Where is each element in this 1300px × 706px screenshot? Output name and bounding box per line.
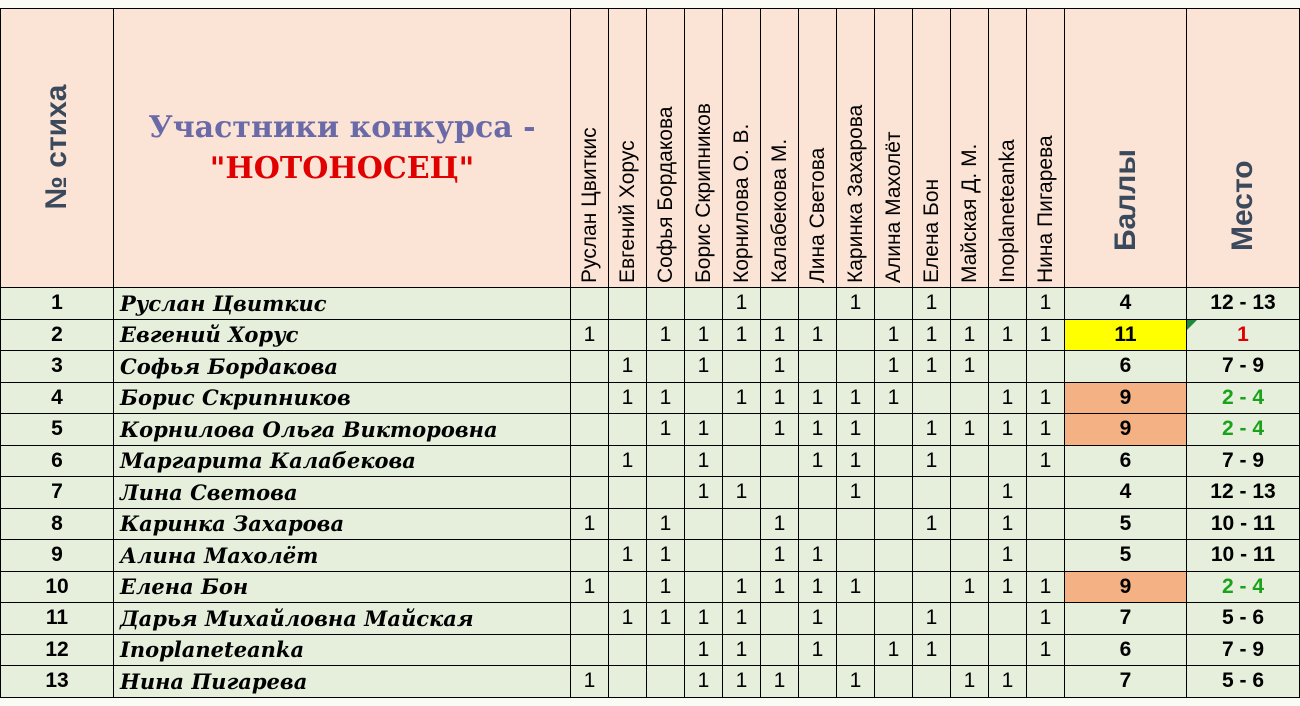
- vote-cell: 1: [761, 351, 799, 383]
- vote-cell: 1: [723, 666, 761, 698]
- vote-cell: [951, 288, 989, 320]
- vote-cell: 1: [799, 382, 837, 414]
- vote-cell: [837, 634, 875, 666]
- vote-cell: [685, 382, 723, 414]
- poem-number: 4: [1, 382, 114, 414]
- vote-cell: 1: [989, 319, 1027, 351]
- vote-cell: 1: [1027, 634, 1065, 666]
- place-value: 1: [1237, 322, 1249, 346]
- table-row: [1, 414, 1300, 446]
- vote-cell: 1: [989, 414, 1027, 446]
- judge-name: Софья Бордакова: [653, 106, 677, 283]
- vote-cell: [571, 382, 609, 414]
- poem-number: 6: [1, 445, 114, 477]
- score-cell: 11: [1065, 319, 1187, 351]
- judge-header: [723, 9, 761, 288]
- participant-name: Алина Махолёт: [114, 540, 571, 572]
- judge-name: Нина Пигарева: [1033, 135, 1057, 283]
- score-cell: 6: [1065, 445, 1187, 477]
- vote-cell: 1: [799, 319, 837, 351]
- place-cell: [1187, 666, 1300, 698]
- vote-cell: 1: [647, 603, 685, 635]
- place-cell: [1187, 319, 1300, 351]
- vote-cell: [951, 445, 989, 477]
- table-row: [1, 508, 1300, 540]
- vote-cell: 1: [875, 319, 913, 351]
- vote-cell: 1: [761, 540, 799, 572]
- score-cell: 6: [1065, 634, 1187, 666]
- vote-cell: [647, 445, 685, 477]
- score-header: [1065, 9, 1187, 288]
- vote-cell: 1: [837, 666, 875, 698]
- title-cell: [114, 9, 571, 288]
- vote-cell: [1027, 477, 1065, 509]
- vote-cell: 1: [913, 445, 951, 477]
- vote-cell: 1: [989, 666, 1027, 698]
- vote-cell: 1: [647, 540, 685, 572]
- place-value: 10 - 11: [1210, 543, 1276, 567]
- vote-cell: [1027, 666, 1065, 698]
- judge-header: [989, 9, 1027, 288]
- vote-cell: [875, 445, 913, 477]
- vote-cell: 1: [723, 319, 761, 351]
- vote-cell: [723, 351, 761, 383]
- table-row: [1, 382, 1300, 414]
- table-row: [1, 571, 1300, 603]
- vote-cell: 1: [609, 603, 647, 635]
- place-value: 7 - 9: [1221, 448, 1265, 472]
- score-cell: 7: [1065, 603, 1187, 635]
- participant-name: Софья Бордакова: [114, 351, 571, 383]
- contest-name: "НОТОНОСЕЦ": [209, 151, 475, 186]
- vote-cell: [571, 634, 609, 666]
- vote-cell: 1: [837, 288, 875, 320]
- table-row: [1, 288, 1300, 320]
- comment-marker-icon: [1187, 320, 1197, 330]
- vote-cell: 1: [1027, 445, 1065, 477]
- vote-cell: 1: [761, 666, 799, 698]
- participant-name: Лина Светова: [114, 477, 571, 509]
- vote-cell: 1: [761, 414, 799, 446]
- vote-cell: [875, 603, 913, 635]
- vote-cell: [989, 634, 1027, 666]
- place-cell: [1187, 288, 1300, 320]
- table-row: [1, 603, 1300, 635]
- vote-cell: 1: [685, 351, 723, 383]
- vote-cell: [875, 571, 913, 603]
- score-cell: 7: [1065, 666, 1187, 698]
- place-value: 10 - 11: [1210, 511, 1276, 535]
- vote-cell: [1027, 508, 1065, 540]
- vote-cell: [875, 288, 913, 320]
- table-row: [1, 319, 1300, 351]
- vote-cell: [951, 634, 989, 666]
- vote-cell: 1: [913, 603, 951, 635]
- vote-cell: 1: [875, 351, 913, 383]
- vote-cell: [951, 603, 989, 635]
- participant-name: Борис Скрипников: [114, 382, 571, 414]
- judge-header: [685, 9, 723, 288]
- vote-cell: [647, 477, 685, 509]
- vote-cell: 1: [875, 634, 913, 666]
- judge-header: [951, 9, 989, 288]
- vote-cell: 1: [1027, 603, 1065, 635]
- vote-cell: [571, 603, 609, 635]
- vote-cell: [875, 414, 913, 446]
- vote-cell: 1: [913, 288, 951, 320]
- judge-header: [1027, 9, 1065, 288]
- judge-header: [799, 9, 837, 288]
- vote-cell: 1: [723, 571, 761, 603]
- vote-cell: 1: [951, 319, 989, 351]
- vote-cell: 1: [837, 571, 875, 603]
- place-value: 2 - 4: [1221, 417, 1265, 441]
- vote-cell: 1: [837, 382, 875, 414]
- vote-cell: [799, 288, 837, 320]
- participant-name: Каринка Захарова: [114, 508, 571, 540]
- vote-cell: 1: [723, 477, 761, 509]
- vote-cell: 1: [989, 477, 1027, 509]
- vote-cell: [609, 414, 647, 446]
- participant-name: Елена Бон: [114, 571, 571, 603]
- place-cell: [1187, 351, 1300, 383]
- vote-cell: 1: [837, 414, 875, 446]
- vote-cell: [989, 288, 1027, 320]
- vote-cell: 1: [913, 508, 951, 540]
- vote-cell: [799, 477, 837, 509]
- results-table: [0, 8, 1300, 698]
- vote-cell: [571, 477, 609, 509]
- place-cell: [1187, 477, 1300, 509]
- vote-cell: 1: [951, 351, 989, 383]
- table-row: [1, 666, 1300, 698]
- vote-cell: [609, 319, 647, 351]
- judge-name: Каринка Захарова: [843, 104, 867, 283]
- vote-cell: [951, 382, 989, 414]
- participant-name: Дарья Михайловна Майская: [114, 603, 571, 635]
- score-cell: 9: [1065, 571, 1187, 603]
- judge-header: [647, 9, 685, 288]
- poem-number: 7: [1, 477, 114, 509]
- vote-cell: [1027, 540, 1065, 572]
- judge-name: Алина Махолёт: [881, 131, 905, 283]
- vote-cell: 1: [571, 571, 609, 603]
- vote-cell: [913, 540, 951, 572]
- judge-name: Борис Скрипников: [691, 103, 715, 283]
- vote-cell: [761, 288, 799, 320]
- judge-header: [875, 9, 913, 288]
- score-header-label: Баллы: [1108, 149, 1142, 251]
- vote-cell: [685, 288, 723, 320]
- vote-cell: [761, 603, 799, 635]
- vote-cell: 1: [685, 414, 723, 446]
- place-value: 5 - 6: [1221, 669, 1265, 693]
- poem-number: 8: [1, 508, 114, 540]
- judge-header: [571, 9, 609, 288]
- vote-cell: 1: [647, 414, 685, 446]
- judge-name: Майская Д. М.: [957, 143, 981, 283]
- vote-cell: 1: [647, 508, 685, 540]
- vote-cell: [1027, 351, 1065, 383]
- vote-cell: 1: [571, 508, 609, 540]
- vote-cell: 1: [761, 508, 799, 540]
- place-value: 5 - 6: [1221, 606, 1265, 630]
- score-cell: 4: [1065, 288, 1187, 320]
- vote-cell: [571, 288, 609, 320]
- vote-cell: 1: [799, 540, 837, 572]
- vote-cell: [799, 666, 837, 698]
- vote-cell: 1: [799, 571, 837, 603]
- vote-cell: [723, 540, 761, 572]
- vote-cell: [685, 571, 723, 603]
- vote-cell: [837, 508, 875, 540]
- vote-cell: [875, 666, 913, 698]
- vote-cell: [989, 351, 1027, 383]
- vote-cell: 1: [1027, 382, 1065, 414]
- vote-cell: 1: [647, 319, 685, 351]
- score-cell: 5: [1065, 540, 1187, 572]
- vote-cell: 1: [837, 445, 875, 477]
- vote-cell: [571, 445, 609, 477]
- vote-cell: [913, 477, 951, 509]
- vote-cell: 1: [685, 666, 723, 698]
- participant-name: Inoplaneteanka: [114, 634, 571, 666]
- judge-name: Калабекова М.: [767, 138, 791, 283]
- table-row: [1, 445, 1300, 477]
- vote-cell: [647, 288, 685, 320]
- vote-cell: 1: [799, 414, 837, 446]
- score-cell: 9: [1065, 414, 1187, 446]
- vote-cell: 1: [1027, 288, 1065, 320]
- place-value: 7 - 9: [1221, 354, 1265, 378]
- vote-cell: [837, 351, 875, 383]
- vote-cell: [609, 571, 647, 603]
- judge-header: [761, 9, 799, 288]
- vote-cell: [571, 540, 609, 572]
- vote-cell: [837, 540, 875, 572]
- vote-cell: [989, 445, 1027, 477]
- vote-cell: 1: [989, 540, 1027, 572]
- place-value: 2 - 4: [1221, 574, 1265, 598]
- poem-number: 5: [1, 414, 114, 446]
- vote-cell: 1: [989, 382, 1027, 414]
- vote-cell: 1: [571, 666, 609, 698]
- participant-name: Нина Пигарева: [114, 666, 571, 698]
- vote-cell: [761, 634, 799, 666]
- vote-cell: 1: [723, 288, 761, 320]
- vote-cell: [951, 477, 989, 509]
- judge-name: Корнилова О. В.: [729, 123, 753, 283]
- judge-header: [913, 9, 951, 288]
- poem-number: 2: [1, 319, 114, 351]
- vote-cell: 1: [685, 634, 723, 666]
- vote-cell: [609, 634, 647, 666]
- table-row: [1, 477, 1300, 509]
- score-cell: 4: [1065, 477, 1187, 509]
- vote-cell: [685, 508, 723, 540]
- vote-cell: [875, 477, 913, 509]
- vote-cell: [723, 445, 761, 477]
- vote-cell: 1: [647, 571, 685, 603]
- vote-cell: [951, 540, 989, 572]
- vote-cell: [723, 508, 761, 540]
- vote-cell: 1: [799, 603, 837, 635]
- vote-cell: 1: [723, 382, 761, 414]
- vote-cell: [609, 666, 647, 698]
- vote-cell: [913, 666, 951, 698]
- judge-header: [837, 9, 875, 288]
- vote-cell: 1: [913, 414, 951, 446]
- vote-cell: [761, 445, 799, 477]
- vote-cell: 1: [989, 571, 1027, 603]
- judge-name: Лина Светова: [805, 147, 829, 283]
- vote-cell: [685, 540, 723, 572]
- place-value: 7 - 9: [1221, 637, 1265, 661]
- vote-cell: 1: [951, 414, 989, 446]
- vote-cell: 1: [1027, 319, 1065, 351]
- place-value: 12 - 13: [1210, 480, 1276, 504]
- vote-cell: [913, 571, 951, 603]
- vote-cell: [609, 508, 647, 540]
- vote-cell: [837, 603, 875, 635]
- vote-cell: 1: [913, 319, 951, 351]
- poem-number: 3: [1, 351, 114, 383]
- score-cell: 9: [1065, 382, 1187, 414]
- place-cell: [1187, 634, 1300, 666]
- vote-cell: 1: [723, 634, 761, 666]
- poem-number: 13: [1, 666, 114, 698]
- vote-cell: [799, 351, 837, 383]
- vote-cell: 1: [799, 634, 837, 666]
- poem-number: 9: [1, 540, 114, 572]
- participant-name: Евгений Хорус: [114, 319, 571, 351]
- vote-cell: 1: [875, 382, 913, 414]
- vote-cell: 1: [685, 319, 723, 351]
- vote-cell: [951, 508, 989, 540]
- poem-number: 11: [1, 603, 114, 635]
- vote-cell: 1: [685, 445, 723, 477]
- place-header: [1187, 9, 1300, 288]
- score-cell: 6: [1065, 351, 1187, 383]
- judge-name: Елена Бон: [919, 178, 943, 283]
- vote-cell: [647, 634, 685, 666]
- place-value: 2 - 4: [1221, 385, 1265, 409]
- header-row: [1, 9, 1300, 288]
- vote-cell: 1: [761, 571, 799, 603]
- place-value: 12 - 13: [1210, 291, 1276, 315]
- score-cell: 5: [1065, 508, 1187, 540]
- number-header: [1, 9, 114, 288]
- vote-cell: [571, 351, 609, 383]
- vote-cell: [647, 351, 685, 383]
- poem-number: 12: [1, 634, 114, 666]
- vote-cell: [647, 666, 685, 698]
- vote-cell: 1: [609, 540, 647, 572]
- vote-cell: 1: [1027, 571, 1065, 603]
- vote-cell: 1: [571, 319, 609, 351]
- vote-cell: [609, 477, 647, 509]
- place-cell: [1187, 414, 1300, 446]
- participant-name: Маргарита Калабекова: [114, 445, 571, 477]
- place-cell: [1187, 445, 1300, 477]
- place-cell: [1187, 540, 1300, 572]
- vote-cell: [609, 288, 647, 320]
- vote-cell: 1: [609, 445, 647, 477]
- poem-number: 1: [1, 288, 114, 320]
- vote-cell: 1: [647, 382, 685, 414]
- judge-name: Inoplaneteanka: [995, 139, 1019, 283]
- vote-cell: 1: [723, 603, 761, 635]
- vote-cell: 1: [799, 445, 837, 477]
- place-header-label: Место: [1226, 160, 1259, 251]
- vote-cell: [875, 540, 913, 572]
- number-header-label: № стиха: [40, 84, 73, 210]
- vote-cell: 1: [913, 351, 951, 383]
- vote-cell: 1: [1027, 414, 1065, 446]
- vote-cell: 1: [989, 508, 1027, 540]
- vote-cell: [837, 319, 875, 351]
- place-cell: [1187, 603, 1300, 635]
- vote-cell: 1: [685, 603, 723, 635]
- contest-title: Участники конкурса -: [148, 110, 536, 145]
- vote-cell: [913, 382, 951, 414]
- place-cell: [1187, 508, 1300, 540]
- judge-name: Руслан Цвиткис: [577, 127, 601, 283]
- vote-cell: 1: [951, 666, 989, 698]
- vote-cell: [571, 414, 609, 446]
- vote-cell: 1: [609, 382, 647, 414]
- vote-cell: 1: [761, 382, 799, 414]
- vote-cell: 1: [951, 571, 989, 603]
- vote-cell: 1: [913, 634, 951, 666]
- vote-cell: 1: [761, 319, 799, 351]
- participant-name: Корнилова Ольга Викторовна: [114, 414, 571, 446]
- table-row: [1, 540, 1300, 572]
- vote-cell: [989, 603, 1027, 635]
- vote-cell: 1: [609, 351, 647, 383]
- vote-cell: [723, 414, 761, 446]
- vote-cell: [761, 477, 799, 509]
- place-cell: [1187, 382, 1300, 414]
- vote-cell: [799, 508, 837, 540]
- place-cell: [1187, 571, 1300, 603]
- vote-cell: 1: [837, 477, 875, 509]
- judge-header: [609, 9, 647, 288]
- table-row: [1, 351, 1300, 383]
- table-row: [1, 634, 1300, 666]
- judge-name: Евгений Хорус: [615, 140, 639, 283]
- vote-cell: [875, 508, 913, 540]
- poem-number: 10: [1, 571, 114, 603]
- vote-cell: 1: [685, 477, 723, 509]
- participant-name: Руслан Цвиткис: [114, 288, 571, 320]
